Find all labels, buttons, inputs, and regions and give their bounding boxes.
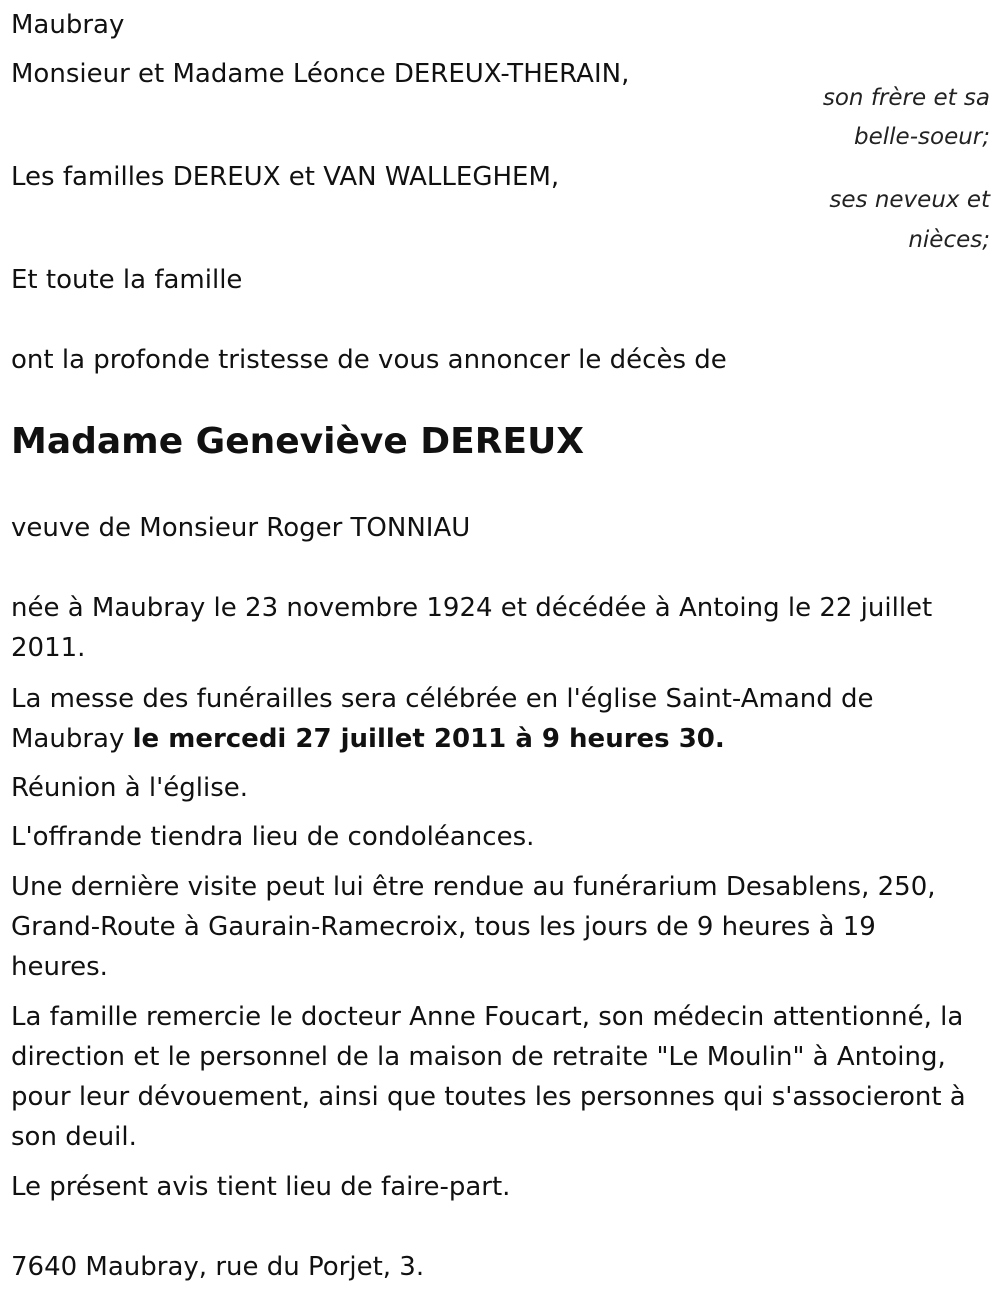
birth-death-paragraph: née à Maubray le 23 novembre 1924 et décédée à Antoing le 22 juillet 2011.	[11, 593, 933, 663]
mass-text: La messe des funérailles sera célébrée en l'église Saint-Amand de Maubray	[11, 684, 874, 754]
deceased-name: Madame Geneviève DEREUX	[11, 421, 585, 462]
relation-families-line1: ses neveux et	[829, 187, 990, 213]
funeral-mass-paragraph	[11, 679, 971, 759]
widow-of-line: veuve de Monsieur Roger TONNIAU	[11, 513, 471, 543]
offering-line: L'offrande tiendra lieu de condoléances.	[11, 822, 535, 852]
family-member-brother: Monsieur et Madame Léonce DEREUX-THERAIN,	[11, 59, 630, 89]
thanks-paragraph: La famille remercie le docteur Anne Foucart, son médecin attentionné, la direction et le personnel de la maison de retraite "Le Moulin" à Antoing, pour leur dévouement, ainsi que toutes les personnes qui s'associeront à son deuil.	[11, 1002, 966, 1152]
relation-families-line2: nièces;	[908, 227, 990, 253]
visit-paragraph: Une dernière visite peut lui être rendue au funérarium Desablens, 250, Grand-Route à Gaurain-Ramecroix, tous les jours de 9 heures à 19 heures.	[11, 872, 936, 982]
town-heading: Maubray	[11, 10, 125, 40]
whole-family-line: Et toute la famille	[11, 265, 243, 295]
meeting-line: Réunion à l'église.	[11, 773, 249, 803]
notice-line: Le présent avis tient lieu de faire-part.	[11, 1172, 511, 1202]
announcement-line: ont la profonde tristesse de vous annoncer le décès de	[11, 345, 727, 375]
relation-brother-line2: belle-soeur;	[854, 124, 990, 150]
address-line: 7640 Maubray, rue du Porjet, 3.	[11, 1252, 425, 1282]
relation-brother-line1: son frère et sa	[822, 85, 990, 111]
mass-datetime: le mercedi 27 juillet 2011 à 9 heures 30.	[132, 724, 725, 754]
family-member-families: Les familles DEREUX et VAN WALLEGHEM,	[11, 162, 560, 192]
